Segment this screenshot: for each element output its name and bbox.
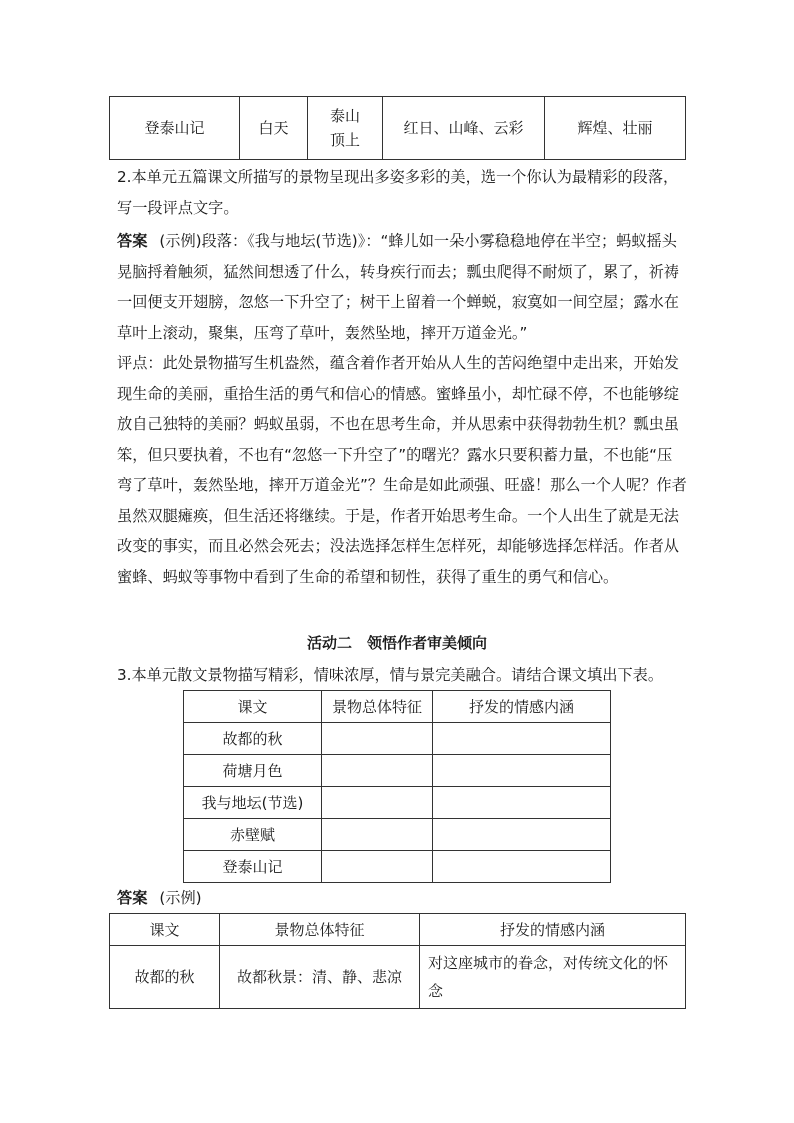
table-row — [184, 819, 611, 851]
empty-cell — [322, 723, 433, 755]
empty-cell — [322, 787, 433, 819]
activity-heading: 活动二 领悟作者审美倾向 — [306, 634, 487, 652]
table-cell: 白天 — [240, 97, 308, 160]
answer-label: 答案 — [117, 889, 148, 907]
answer-2-text: (示例)段落：《我与地坛(节选)》：“蜂儿如一朵小雾稳稳地停在半空；蚂蚁摇头晃脑捋着触须，猛然间想透了什么，转身疾行而去；瓢虫爬得不耐烦了，累了，祈祷一回便支开翅膀，忽悠一下升空了；树干上留着一个蝉蜕，寂寞如一间空屋；露水在草叶上滚动，聚集，压弯了草叶，轰然坠地，摔开万道金光。” — [117, 232, 679, 342]
table-row — [184, 723, 611, 755]
table-cell: 故都的秋 — [184, 723, 322, 755]
table-cell: 荷塘月色 — [184, 755, 322, 787]
table-cell: 故都的秋 — [110, 946, 220, 1009]
header-cell: 课文 — [184, 691, 322, 723]
empty-cell — [433, 851, 611, 883]
header-cell: 课文 — [110, 914, 220, 946]
empty-cell — [322, 819, 433, 851]
question-2: 2.本单元五篇课文所描写的景物呈现出多姿多彩的美，选一个你认为最精彩的段落，写一段评点文字。 — [117, 168, 679, 217]
fill-in-table — [183, 690, 611, 883]
table-header-row — [184, 691, 611, 723]
table-cell: 对这座城市的眷念，对传统文化的怀念 — [420, 946, 686, 1009]
header-cell: 抒发的情感内涵 — [420, 914, 686, 946]
empty-cell — [322, 755, 433, 787]
table-row — [110, 97, 686, 160]
table-cell: 登泰山记 — [184, 851, 322, 883]
empty-cell — [433, 723, 611, 755]
comment-text: 评点：此处景物描写生机盎然，蕴含着作者开始从人生的苦闷绝望中走出来，开始发现生命的美丽，重拾生活的勇气和信心的情感。蜜蜂虽小，却忙碌不停，不也能够绽放自己独特的美丽？蚂蚁虽弱，不也在思考生命，并从思索中获得勃勃生机？瓢虫虽笨，但只要执着，不也有“忽悠一下升空了”的曙光？露水只要积蓄力量，不也能“压弯了草叶，轰然坠地，摔开万道金光”？生命是如此顽强、旺盛！那么一个人呢？作者虽然双腿瘫痪，但生活还将继续。于是，作者开始思考生命。一个人出生了就是无法改变的事实，而且必然会死去；没法选择怎样生怎样死，却能够选择怎样活。作者从蜜蜂、蚂蚁等事物中看到了生命的希望和韧性，获得了重生的勇气和信心。 — [117, 354, 687, 586]
question-3: 3.本单元散文景物描写精彩，情味浓厚，情与景完美融合。请结合课文填出下表。 — [117, 666, 664, 684]
answer-table — [109, 913, 686, 1009]
table-cell: 我与地坛(节选) — [184, 787, 322, 819]
table-header-row — [110, 914, 686, 946]
table-row — [184, 851, 611, 883]
table-cell: 泰山 顶上 — [308, 97, 383, 160]
table-cell: 辉煌、壮丽 — [545, 97, 686, 160]
table-cell: 故都秋景：清、静、悲凉 — [220, 946, 420, 1009]
table-row — [184, 787, 611, 819]
header-cell: 抒发的情感内涵 — [433, 691, 611, 723]
top-table — [109, 96, 686, 160]
answer-label: 答案 — [117, 232, 148, 250]
table-row — [184, 755, 611, 787]
answer-3 — [117, 884, 202, 912]
empty-cell — [433, 819, 611, 851]
table-cell: 登泰山记 — [110, 97, 240, 160]
table-row — [110, 946, 686, 1009]
empty-cell — [433, 755, 611, 787]
answer-3-note: (示例) — [159, 889, 202, 907]
table-cell: 红日、山峰、云彩 — [383, 97, 545, 160]
header-cell: 景物总体特征 — [322, 691, 433, 723]
table-cell: 赤壁赋 — [184, 819, 322, 851]
empty-cell — [433, 787, 611, 819]
empty-cell — [322, 851, 433, 883]
header-cell: 景物总体特征 — [220, 914, 420, 946]
answer-2 — [117, 226, 687, 592]
